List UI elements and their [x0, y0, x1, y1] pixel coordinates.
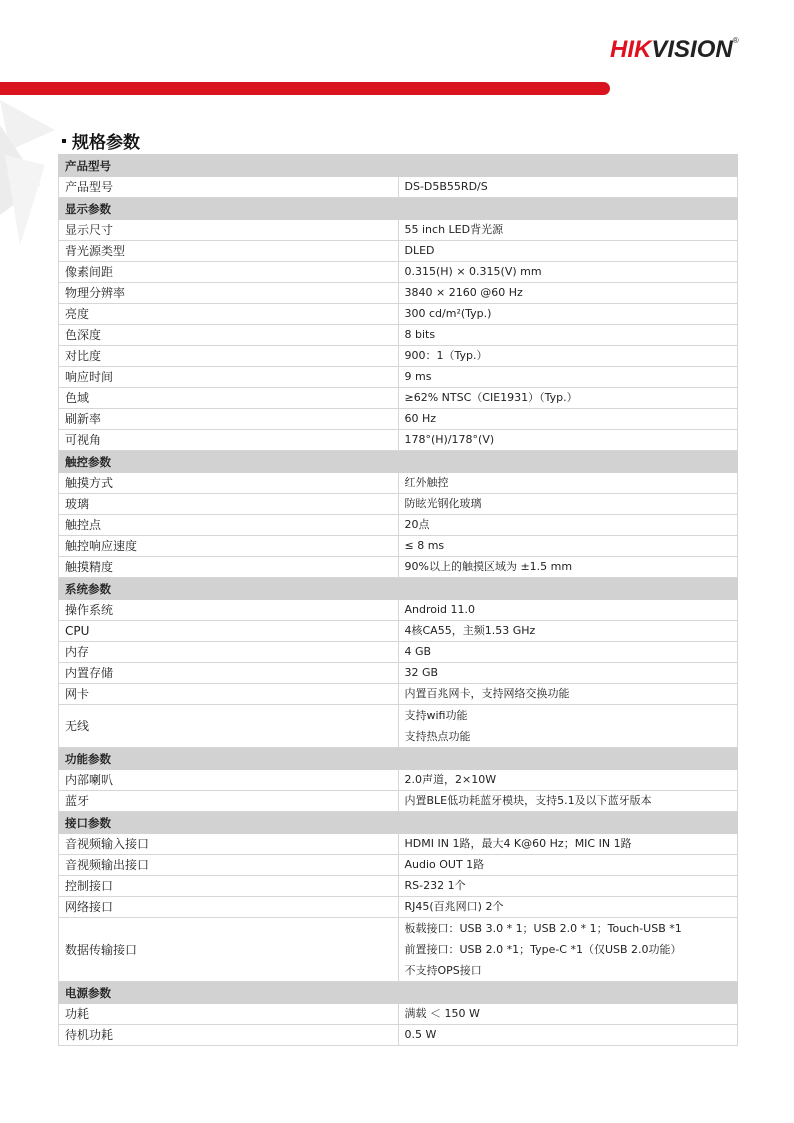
- spec-value: [398, 494, 738, 515]
- spec-label: 触摸方式: [59, 473, 399, 494]
- spec-value: [398, 177, 738, 198]
- spec-value-line: 不支持OPS接口: [404, 964, 482, 977]
- spec-value: [398, 684, 738, 705]
- spec-label: 物理分辨率: [59, 283, 399, 304]
- spec-label: 音视频输出接口: [59, 855, 399, 876]
- spec-row: [59, 834, 738, 855]
- spec-label: 背光源类型: [59, 241, 399, 262]
- spec-label: 内部喇叭: [59, 770, 399, 791]
- spec-row: [59, 536, 738, 557]
- spec-row: [59, 642, 738, 663]
- group-header-row: [59, 451, 738, 473]
- spec-value-line: 3840 × 2160 @60 Hz: [404, 286, 523, 299]
- spec-row: [59, 409, 738, 430]
- spec-value-line: DLED: [404, 244, 435, 257]
- spec-label: 网络接口: [59, 897, 399, 918]
- spec-value: [398, 220, 738, 241]
- spec-label: 数据传输接口: [59, 918, 399, 982]
- spec-row: [59, 473, 738, 494]
- spec-value-line: 900：1（Typ.）: [404, 349, 488, 362]
- spec-label: 产品型号: [59, 177, 399, 198]
- group-title: 系统参数: [59, 578, 738, 600]
- spec-value: [398, 388, 738, 409]
- group-header-row: [59, 198, 738, 220]
- bullet-square-icon: [62, 139, 66, 143]
- section-title-text: 规格参数: [72, 133, 140, 153]
- spec-value: [398, 770, 738, 791]
- spec-label: 内置存储: [59, 663, 399, 684]
- spec-value-line: 内置BLE低功耗蓝牙模块，支持5.1及以下蓝牙版本: [404, 794, 652, 807]
- group-title: 功能参数: [59, 748, 738, 770]
- spec-row: [59, 897, 738, 918]
- spec-row: [59, 494, 738, 515]
- spec-value-line: HDMI IN 1路，最大4 K@60 Hz；MIC IN 1路: [404, 837, 632, 850]
- spec-value-line: 178°(H)/178°(V): [404, 433, 495, 446]
- spec-value-line: 前置接口：USB 2.0 *1；Type-C *1（仅USB 2.0功能）: [404, 943, 682, 956]
- spec-row: [59, 684, 738, 705]
- spec-label: 蓝牙: [59, 791, 399, 812]
- spec-value: [398, 409, 738, 430]
- spec-row: [59, 876, 738, 897]
- spec-value: [398, 473, 738, 494]
- spec-value: [398, 367, 738, 388]
- spec-row: [59, 262, 738, 283]
- spec-value-line: 2.0声道，2×10W: [404, 773, 497, 786]
- spec-label: 内存: [59, 642, 399, 663]
- spec-value-line: Android 11.0: [404, 603, 476, 616]
- spec-value-line: 满载 ＜ 150 W: [404, 1007, 480, 1020]
- spec-label: 待机功耗: [59, 1025, 399, 1046]
- spec-label: 无线: [59, 705, 399, 748]
- spec-value: [398, 876, 738, 897]
- spec-value-line: 内置百兆网卡，支持网络交换功能: [404, 687, 570, 700]
- spec-row: [59, 388, 738, 409]
- spec-value-line: 300 cd/m²(Typ.): [404, 307, 492, 320]
- group-header-row: [59, 748, 738, 770]
- spec-row: [59, 855, 738, 876]
- spec-value: [398, 600, 738, 621]
- spec-value: [398, 918, 738, 982]
- spec-value: [398, 557, 738, 578]
- spec-value: [398, 663, 738, 684]
- spec-table: [58, 154, 738, 1046]
- spec-value: [398, 621, 738, 642]
- spec-value: [398, 834, 738, 855]
- spec-row: [59, 367, 738, 388]
- spec-label: 触摸精度: [59, 557, 399, 578]
- spec-value-line: 红外触控: [404, 476, 449, 489]
- spec-row: [59, 325, 738, 346]
- spec-value-line: DS-D5B55RD/S: [404, 180, 488, 193]
- spec-value: [398, 536, 738, 557]
- spec-label: 控制接口: [59, 876, 399, 897]
- spec-value-line: 支持wifi功能: [404, 709, 468, 722]
- spec-row: [59, 241, 738, 262]
- registered-mark: ®: [732, 36, 739, 45]
- spec-value-line: 板载接口：USB 3.0 * 1；USB 2.0 * 1；Touch-USB *1: [404, 922, 682, 935]
- section-title: [62, 128, 140, 153]
- spec-row: [59, 557, 738, 578]
- spec-label: 色深度: [59, 325, 399, 346]
- spec-row: [59, 705, 738, 748]
- header-red-bar: [0, 82, 610, 95]
- spec-value: [398, 241, 738, 262]
- spec-value-line: 8 bits: [404, 328, 436, 341]
- spec-row: [59, 918, 738, 982]
- spec-value-line: 防眩光钢化玻璃: [404, 497, 482, 510]
- group-title: 接口参数: [59, 812, 738, 834]
- spec-value-line: 32 GB: [404, 666, 439, 679]
- spec-value: [398, 262, 738, 283]
- spec-row: [59, 304, 738, 325]
- logo-dark-part: VISION: [651, 36, 733, 63]
- spec-label: 触控点: [59, 515, 399, 536]
- spec-value-line: 0.5 W: [404, 1028, 437, 1041]
- spec-row: [59, 663, 738, 684]
- spec-label: 刷新率: [59, 409, 399, 430]
- spec-label: 操作系统: [59, 600, 399, 621]
- group-header-row: [59, 982, 738, 1004]
- spec-row: [59, 600, 738, 621]
- spec-value: [398, 430, 738, 451]
- group-header-row: [59, 155, 738, 177]
- group-title: 触控参数: [59, 451, 738, 473]
- spec-value-line: 60 Hz: [404, 412, 437, 425]
- spec-label: 亮度: [59, 304, 399, 325]
- spec-value-line: 55 inch LED背光源: [404, 223, 504, 236]
- group-title: 产品型号: [59, 155, 738, 177]
- spec-label: 响应时间: [59, 367, 399, 388]
- spec-row: [59, 283, 738, 304]
- spec-value-line: ≥62% NTSC（CIE1931）（Typ.）: [404, 391, 578, 404]
- spec-value-line: ≤ 8 ms: [404, 539, 445, 552]
- decorative-triangles: [0, 95, 60, 265]
- spec-label: 触控响应速度: [59, 536, 399, 557]
- spec-value: [398, 325, 738, 346]
- spec-value: [398, 705, 738, 748]
- group-title: 电源参数: [59, 982, 738, 1004]
- group-title: 显示参数: [59, 198, 738, 220]
- spec-label: 色域: [59, 388, 399, 409]
- spec-value-line: RS-232 1个: [404, 879, 466, 892]
- spec-value: [398, 791, 738, 812]
- spec-value: [398, 897, 738, 918]
- spec-label: 可视角: [59, 430, 399, 451]
- spec-label: 显示尺寸: [59, 220, 399, 241]
- spec-row: [59, 770, 738, 791]
- spec-value: [398, 1025, 738, 1046]
- group-header-row: [59, 578, 738, 600]
- spec-row: [59, 515, 738, 536]
- spec-value: [398, 642, 738, 663]
- spec-value: [398, 304, 738, 325]
- spec-value: [398, 515, 738, 536]
- spec-row: [59, 346, 738, 367]
- spec-value-line: 20点: [404, 518, 430, 531]
- spec-label: 功耗: [59, 1004, 399, 1025]
- spec-value: [398, 346, 738, 367]
- spec-label: CPU: [59, 621, 399, 642]
- spec-row: [59, 177, 738, 198]
- spec-row: [59, 1004, 738, 1025]
- spec-value-line: 9 ms: [404, 370, 432, 383]
- spec-label: 网卡: [59, 684, 399, 705]
- spec-label: 音视频输入接口: [59, 834, 399, 855]
- group-header-row: [59, 812, 738, 834]
- spec-value-line: 0.315(H) × 0.315(V) mm: [404, 265, 542, 278]
- hikvision-logo: [610, 36, 739, 64]
- spec-value-line: RJ45(百兆网口) 2个: [404, 900, 504, 913]
- spec-row: [59, 1025, 738, 1046]
- spec-value-line: Audio OUT 1路: [404, 858, 485, 871]
- spec-value-line: 支持热点功能: [404, 730, 471, 743]
- spec-value: [398, 855, 738, 876]
- spec-label: 玻璃: [59, 494, 399, 515]
- logo-red-part: HIK: [610, 36, 652, 63]
- spec-value-line: 4核CA55，主频1.53 GHz: [404, 624, 536, 637]
- spec-row: [59, 220, 738, 241]
- spec-value: [398, 283, 738, 304]
- spec-label: 对比度: [59, 346, 399, 367]
- spec-label: 像素间距: [59, 262, 399, 283]
- spec-row: [59, 791, 738, 812]
- spec-row: [59, 621, 738, 642]
- spec-row: [59, 430, 738, 451]
- spec-value-line: 90%以上的触摸区域为 ±1.5 mm: [404, 560, 573, 573]
- spec-value: [398, 1004, 738, 1025]
- spec-value-line: 4 GB: [404, 645, 432, 658]
